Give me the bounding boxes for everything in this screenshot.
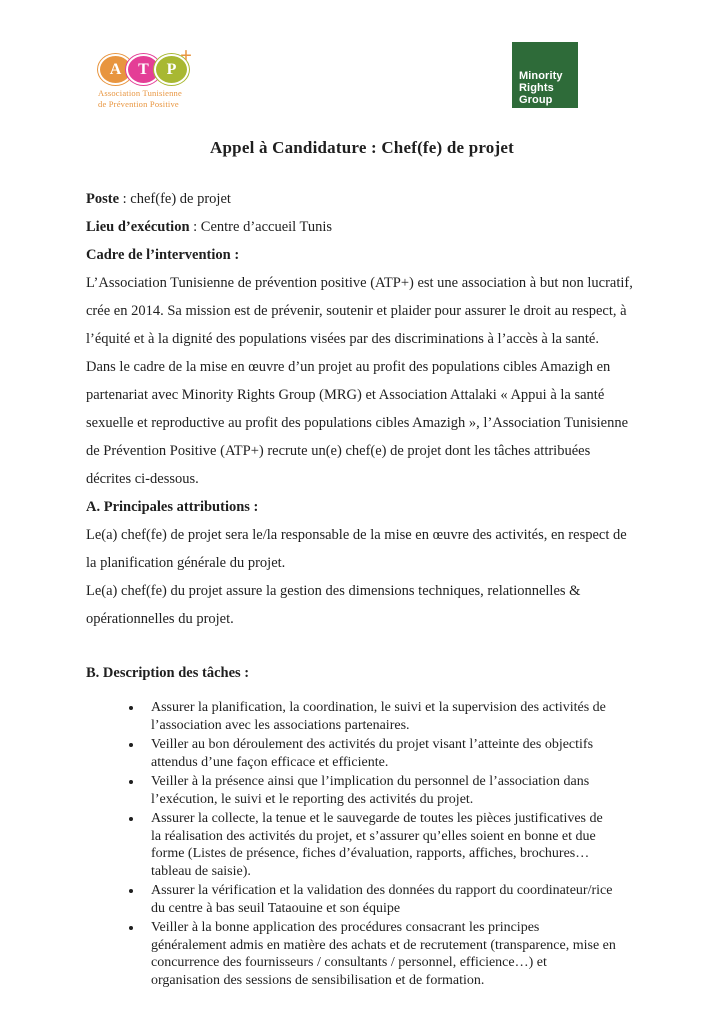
task-item: • Veiller au bon déroulement des activités du projet visant l’atteinte des objectifs attendus d’une façon efficace et efficiente. [143,736,616,771]
atp-logo-letter-a: A [98,54,133,85]
atp-tagline-line1: Association Tunisienne [98,88,182,98]
task-item: • Assurer la collecte, la tenue et le sauvegarde de toutes les pièces justificatives de la réalisation des activités du projet, et s’assurer qu’elles soient en bonne et due forme (Listes de présence, fiches d’évaluation, rapports, affiches, brochures…tableau de saisie). [143,810,616,880]
atp-tagline-line2: de Prévention Positive [98,99,179,110]
field-lieu-label: Lieu d’exécution [86,219,190,235]
atp-logo-letter-p: P [154,54,189,85]
field-lieu [86,213,638,241]
field-poste-value: : chef(fe) de projet [119,191,231,207]
task-item: • Assurer la planification, la coordination, le suivi et la supervision des activités de l’association avec les associations partenaires. [143,699,616,734]
job-fields [86,185,638,241]
cadre-paragraph-1: L’Association Tunisienne de prévention positive (ATP+) est une association à but non lucratif, crée en 2014. Sa mission est de prévenir, soutenir et plaider pour assurer le droit au respect, à l’équité et à la dignité des populations visées par des discriminations à l’accès à la santé. [86,275,633,347]
task-item: • Assurer la vérification et la validation des données du rapport du coordinateur/rice du centre à bas seuil Tataouine et son équipe [143,882,616,917]
cadre-paragraph-2: Dans le cadre de la mise en œuvre d’un projet au profit des populations cibles Amazigh en partenariat avec Minority Rights Group (MRG) et Association Attalaki « Appui à la santé sexuelle et reproductive au profit des populations cibles Amazigh », l’Association Tunisienne de Prévention Positive (ATP+) recrute un(e) chef(e) de projet dont les tâches attribuées décrites ci-dessous. [86,359,629,487]
section-b-heading: B. Description des tâches : [86,665,250,681]
document-title: Appel à Candidature : Chef(fe) de projet [210,138,514,157]
atp-logo-letter-t: T [126,54,161,85]
atp-logo-plus-sign: + [180,43,192,68]
tasks-list [86,699,638,989]
mrg-logo-line3: Group [519,94,553,106]
section-a-heading: A. Principales attributions : [86,499,259,515]
field-poste-label: Poste [86,191,120,207]
mrg-logo-line2: Rights [519,82,554,94]
cadre-heading: Cadre de l’intervention : [86,247,240,263]
task-item: • Veiller à la présence ainsi que l’implication du personnel de l’association dans l’exécution, le suivi et le reporting des activités du projet. [143,773,616,808]
mrg-logo-line1: Minority [519,70,563,82]
section-a-paragraph-2: Le(a) chef(fe) du projet assure la gestion des dimensions techniques, relationnelles & opérationnelles du projet. [86,583,581,627]
section-a-paragraph-1: Le(a) chef(fe) de projet sera le/la responsable de la mise en œuvre des activités, en respect de la planification générale du projet. [86,527,627,571]
document-content [86,0,638,991]
task-item: • Veiller à la bonne application des procédures consacrant les principes généralement admis en matière des achats et de recrutement (transparence, mise en concurrence des fournisseurs / consultants / personnel, efficience…) et organisation des sessions de sensibilisation et de formation. [143,919,616,989]
field-lieu-value: : Centre d’accueil Tunis [189,219,333,235]
field-poste [86,185,638,213]
section-spacer [86,633,638,659]
